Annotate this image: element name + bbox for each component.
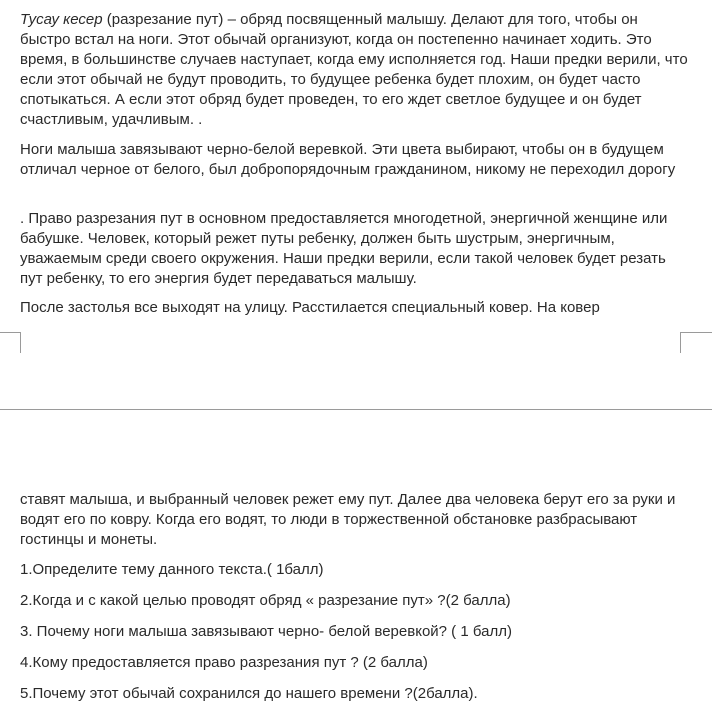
question-5: 5.Почему этот обычай сохранился до нашего времени ?(2балла). [20,685,478,702]
crop-mark-top-right [680,332,712,353]
document-page-2 [0,466,712,728]
question-1: 1.Определите тему данного текста.( 1балл) [20,561,324,578]
ritual-name: Тусау кесер [20,11,103,28]
paragraph-3: . Право разрезания пут в основном предоставляется многодетной, энергичной женщине или бабушке. Человек, который режет путы ребенку, должен быть шустрым, энергичным, уважаемым среди своего окружения. Наши предки верили, если такой человек будет резать пут ребенку, то его энергия будет передаваться малышу. [20,210,668,287]
paragraph-5: ставят малыша, и выбранный человек режет ему пут. Далее два человека берут его за руки и водят его по ковру. Когда его водят, то люди в торжественной обстановке разбрасывают гостинцы и монеты. [20,491,676,548]
document-page-1 [0,0,712,352]
crop-mark-top-left [0,332,21,353]
paragraph-4: После застолья все выходят на улицу. Расстилается специальный ковер. На ковер [20,299,600,316]
paragraph-1-text: (разрезание пут) – обряд посвященный малышу. Делают для того, чтобы он быстро встал на ноги. Этот обычай организуют, когда он постепенно начинает ходить. Это время, в большинстве случаев наступает, когда ему исполняется год. Наши предки верили, что если этот обычай не будут проводить, то будущее ребенка будет плохим, он будет часто спотыкаться. А если этот обряд будет проведен, то его ждет светлое будущее и он будет счастливым, удачливым. . [20,11,688,128]
paragraph-2: Ноги малыша завязывают черно-белой веревкой. Эти цвета выбирают, чтобы он в будущем отличал черное от белого, был добропорядочным гражданином, никому не переходил дорогу [20,141,676,178]
page-separator [0,409,712,410]
question-2: 2.Когда и с какой целью проводят обряд « разрезание пут» ?(2 балла) [20,592,511,609]
question-3: 3. Почему ноги малыша завязывают черно- белой веревкой? ( 1 балл) [20,623,512,640]
question-4: 4.Кому предоставляется право разрезания пут ? (2 балла) [20,654,428,671]
paragraph-1 [20,10,692,130]
